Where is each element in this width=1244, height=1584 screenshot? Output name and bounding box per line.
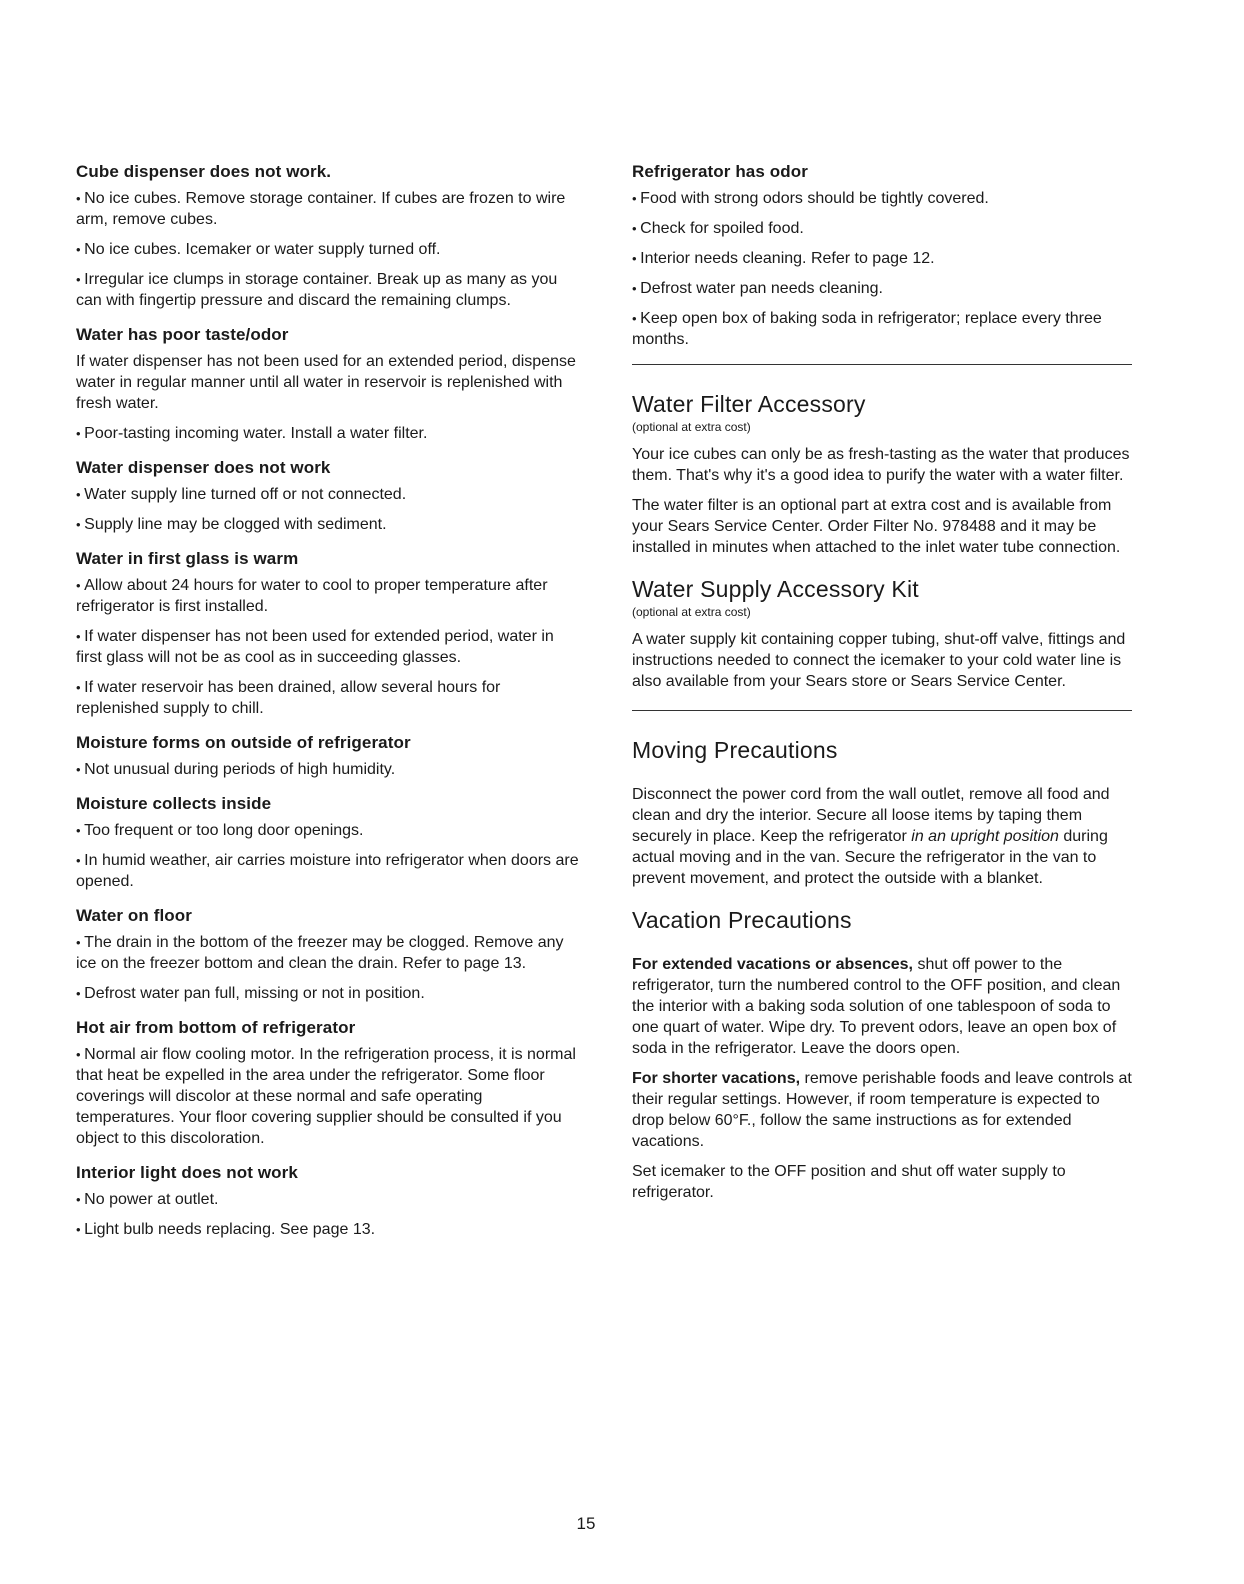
section-water-dispenser <box>76 458 581 535</box>
heading: Water dispenser does not work <box>76 458 331 477</box>
paragraph: The water filter is an optional part at extra cost and is available from your Sears Service Center. Order Filter No. 978488 and it may be installed in minutes when attached to the inlet water tube connection. <box>632 497 1121 556</box>
text: shut off power to the refrigerator, turn the numbered control to the OFF position, and clean the interior with a baking soda solution of one tablespoon of soda to one quart of water. Wipe dry. To prevent odors, leave an open box of soda in the refrigerator. Leave the doors open. <box>632 956 1121 1057</box>
optional-note: (optional at extra cost) <box>632 420 751 434</box>
section-moisture-inside <box>76 794 581 892</box>
bullet-item: • No ice cubes. Icemaker or water supply turned off. <box>76 239 581 260</box>
section-moisture-outside <box>76 733 581 780</box>
bullet-item: • Too frequent or too long door openings. <box>76 820 581 841</box>
bullet-item: • Water supply line turned off or not connected. <box>76 484 581 505</box>
section-water-floor <box>76 906 581 1004</box>
heading: Moisture forms on outside of refrigerator <box>76 733 411 752</box>
bullet-item: • The drain in the bottom of the freezer may be clogged. Remove any ice on the freezer bottom and clean the drain. Refer to page 13. <box>76 932 581 974</box>
section-interior-light <box>76 1163 581 1240</box>
bullet-item: • Defrost water pan full, missing or not in position. <box>76 983 581 1004</box>
heading: Interior light does not work <box>76 1163 298 1182</box>
bullet-item: • No power at outlet. <box>76 1189 581 1210</box>
text: during actual moving and in the van. Secure the refrigerator in the van to prevent movement, and protect the outside with a blanket. <box>632 828 1108 887</box>
paragraph: A water supply kit containing copper tubing, shut-off valve, fittings and instructions needed to connect the icemaker to your cold water line is also available from your Sears store or Sears Service Center. <box>632 631 1126 690</box>
section-title: Moving Precautions <box>632 737 838 763</box>
right-column <box>632 162 1132 1221</box>
page-number: 15 <box>576 1514 596 1533</box>
bullet-item: • Not unusual during periods of high humidity. <box>76 759 581 780</box>
bullet-item: • Keep open box of baking soda in refrigerator; replace every three months. <box>632 308 1132 350</box>
left-column <box>76 162 581 1254</box>
bullet-item: • In humid weather, air carries moisture into refrigerator when doors are opened. <box>76 850 581 892</box>
heading: Water has poor taste/odor <box>76 325 289 344</box>
bullet-item: • Check for spoiled food. <box>632 218 1132 239</box>
heading: Cube dispenser does not work. <box>76 162 332 181</box>
bullet-item: • Supply line may be clogged with sediment. <box>76 514 581 535</box>
bullet-item: • Light bulb needs replacing. See page 13. <box>76 1219 581 1240</box>
section-warm-water <box>76 549 581 719</box>
section-moving <box>632 737 1132 889</box>
paragraph <box>632 784 1132 889</box>
section-title: Vacation Precautions <box>632 907 852 933</box>
section-title: Water Supply Accessory Kit <box>632 576 919 602</box>
section-vacation <box>632 907 1132 1203</box>
section-title: Water Filter Accessory <box>632 391 866 417</box>
optional-note: (optional at extra cost) <box>632 605 751 619</box>
section-water-taste <box>76 325 581 444</box>
section-hot-air <box>76 1018 581 1149</box>
heading: Hot air from bottom of refrigerator <box>76 1018 356 1037</box>
section-supply-kit <box>632 576 1132 692</box>
paragraph: Set icemaker to the OFF position and shut off water supply to refrigerator. <box>632 1163 1066 1201</box>
bullet-item: • Interior needs cleaning. Refer to page 12. <box>632 248 1132 269</box>
divider <box>632 364 1132 365</box>
bullet-item: • If water reservoir has been drained, allow several hours for replenished supply to chill. <box>76 677 581 719</box>
paragraph: Your ice cubes can only be as fresh-tasting as the water that produces them. That's why it's a good idea to purify the water with a water filter. <box>632 446 1130 484</box>
bullet-item: • Allow about 24 hours for water to cool to proper temperature after refrigerator is first installed. <box>76 575 581 617</box>
bullet-item: • No ice cubes. Remove storage container. If cubes are frozen to wire arm, remove cubes. <box>76 188 581 230</box>
heading: Refrigerator has odor <box>632 162 808 181</box>
bullet-item: • Poor-tasting incoming water. Install a water filter. <box>76 423 581 444</box>
emphasis: in an upright position <box>911 828 1059 845</box>
paragraph <box>632 954 1132 1059</box>
text: Disconnect the power cord from the wall outlet, remove all food and clean and dry the interior. Secure all loose items by taping them securely in place. Keep the refrigerator <box>632 786 1110 845</box>
divider <box>632 710 1132 711</box>
lead-text: For extended vacations or absences, <box>632 956 913 973</box>
text: remove perishable foods and leave controls at their regular settings. However, if room temperature is expected to drop below 60°F., follow the same instructions as for extended vacations. <box>632 1070 1132 1150</box>
bullet-item: • If water dispenser has not been used for extended period, water in first glass will not be as cool as in succeeding glasses. <box>76 626 581 668</box>
heading: Moisture collects inside <box>76 794 272 813</box>
section-water-filter <box>632 391 1132 558</box>
lead-text: For shorter vacations, <box>632 1070 801 1087</box>
heading: Water in first glass is warm <box>76 549 299 568</box>
paragraph <box>632 1068 1132 1152</box>
section-refrigerator-odor <box>632 162 1132 350</box>
bullet-item: • Irregular ice clumps in storage container. Break up as many as you can with fingertip pressure and discard the remaining clumps. <box>76 269 581 311</box>
bullet-item: • Normal air flow cooling motor. In the refrigeration process, it is normal that heat be expelled in the area under the refrigerator. Some floor coverings will discolor at these normal and safe operating temperatures. Your floor covering supplier should be consulted if you object to this discoloration. <box>76 1044 581 1149</box>
heading: Water on floor <box>76 906 192 925</box>
bullet-item: • Food with strong odors should be tightly covered. <box>632 188 1132 209</box>
paragraph: If water dispenser has not been used for an extended period, dispense water in regular manner until all water in reservoir is replenished with fresh water. <box>76 353 576 412</box>
section-cube-dispenser <box>76 162 581 311</box>
bullet-item: • Defrost water pan needs cleaning. <box>632 278 1132 299</box>
